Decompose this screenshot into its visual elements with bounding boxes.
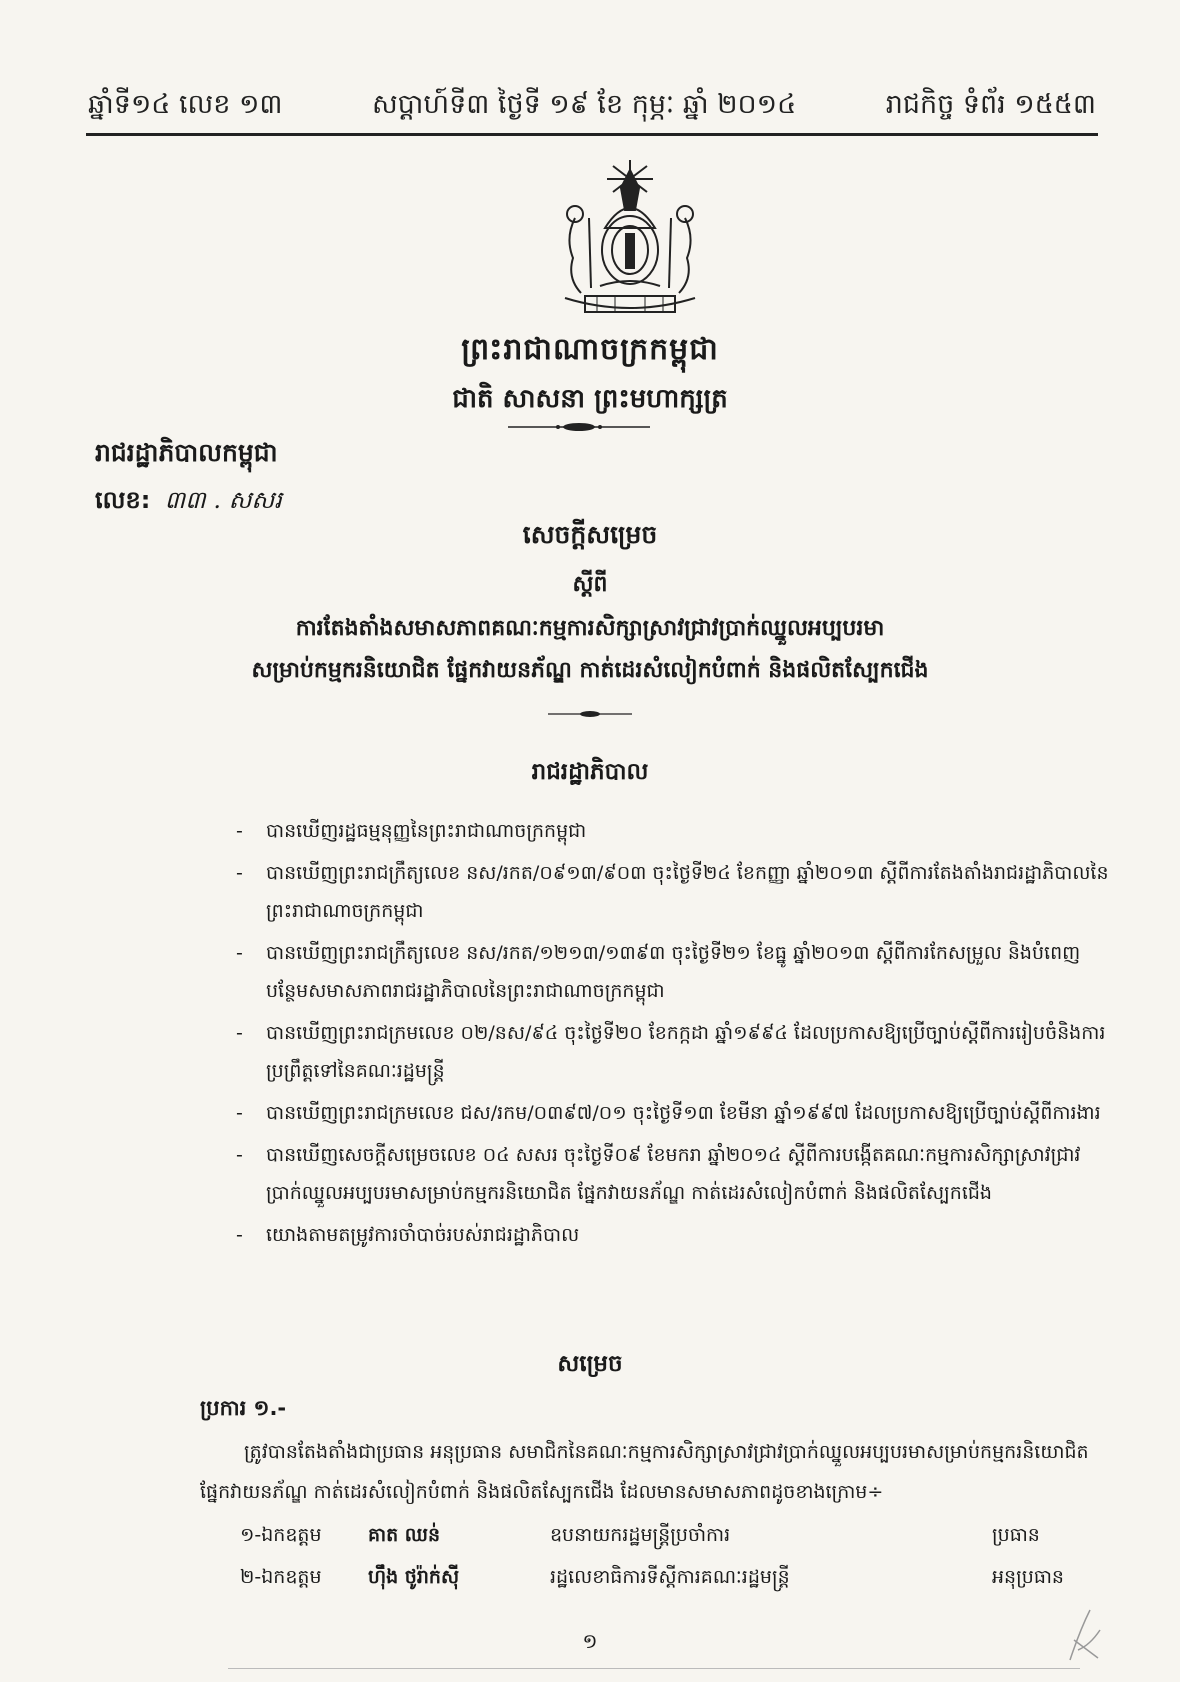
member-position: ឧបនាយករដ្ឋមន្ត្រីប្រចាំការ [550,1524,731,1546]
reference-number [95,485,282,520]
reference-number-label: លេខ: [95,486,151,514]
preamble-clause: - បានឃើញព្រះរាជក្រឹត្យលេខ នស/រកត/១២១៣/១៣៩៣ ចុះថ្ងៃទី២១ ខែធ្នូ ឆ្នាំ២០១៣ ស្តីពីការកែសម្រួល និងបំពេញបន្ថែមសមាសភាពរាជរដ្ឋាភិបាលនៃព្រះរាជាណាចក្រកម្ពុជា [230,934,1110,1010]
reference-number-value: ៣៣ . សសរ [164,486,282,514]
decision-about: ស្តីពី [572,572,608,597]
article-1-body: ត្រូវបានតែងតាំងជាប្រធាន អនុប្រធាន សមាជិកនៃគណៈកម្មការសិក្សាស្រាវជ្រាវប្រាក់ឈ្នួលអប្បបរមាសម្រាប់កម្មករនិយោជិត ផ្នែកវាយនភ័ណ្ឌ កាត់ដេរសំលៀកបំពាក់ និងផលិតស្បែកជើង ដែលមានសមាសភាពដូចខាងក្រោម÷ [200,1441,1089,1503]
royal-emblem-icon [545,158,715,333]
member-role: អនុប្រធាន [992,1566,1064,1588]
kingdom-title: ព្រះរាជាណាចក្រកម្ពុជា [461,332,719,367]
member-role: ប្រធាន [992,1524,1040,1546]
gazette-header [88,82,1096,132]
decision-subject-line-2: សម្រាប់កម្មករនិយោជិត ផ្នែកវាយនភ័ណ្ឌ កាត់ដេរសំលៀកបំពាក់ និងផលិតស្បែកជើង [251,658,929,683]
member-name: ហ៊ឹង ថូរ៉ាក់ស៊ី [368,1566,460,1588]
member-name: គាត ឈន់ [368,1524,441,1546]
member-row [240,1520,1112,1554]
motto-ornament-divider [508,421,650,433]
preamble-clause: - បានឃើញព្រះរាជក្រមលេខ ០២/នស/៩៤ ចុះថ្ងៃទី២០ ខែកក្កដា ឆ្នាំ១៩៩៤ ដែលប្រកាសឱ្យប្រើច្បាប់ស្តីពីការរៀបចំនិងការប្រព្រឹត្តទៅនៃគណៈរដ្ឋមន្ត្រី [230,1014,1110,1090]
gazette-week-date: សប្តាហ៍ទី៣ ថ្ងៃទី ១៩ ខែ កុម្ភៈ ឆ្នាំ ២០១៤ [371,88,797,120]
member-row [240,1562,1112,1596]
preamble-clause: - បានឃើញសេចក្តីសម្រេចលេខ ០៤ សសរ ចុះថ្ងៃទី០៩ ខែមករា ឆ្នាំ២០១៤ ស្តីពីការបង្កើតគណៈកម្មការសិក្សាស្រាវជ្រាវប្រាក់ឈ្នួលអប្បបរមាសម្រាប់កម្មករនិយោជិត ផ្នែកវាយនភ័ណ្ឌ កាត់ដេរសំលៀកបំពាក់ និងផលិតស្បែកជើង [230,1136,1110,1212]
handwritten-initials-icon [1060,1600,1110,1670]
decision-subject-line-1: ការតែងតាំងសមាសភាពគណៈកម្មការសិក្សាស្រាវជ្រាវប្រាក់ឈ្នួលអប្បបរមា [295,616,885,641]
page-number: ១ [582,1629,598,1653]
preamble-clause: - បានឃើញព្រះរាជក្រឹត្យលេខ នស/រកត/០៩១៣/៩០៣ ចុះថ្ងៃទី២៤ ខែកញ្ញា ឆ្នាំ២០១៣ ស្តីពីការតែងតាំងរាជរដ្ឋាភិបាលនៃព្រះរាជាណាចក្រកម្ពុជា [230,854,1110,930]
preamble-clause: - យោងតាមតម្រូវការចាំបាច់របស់រាជរដ្ឋាភិបាល [230,1216,1110,1254]
header-rule [86,133,1098,136]
bottom-rule [228,1668,1080,1669]
article-1-label: ប្រការ ១.- [200,1396,287,1420]
gazette-page-ref: រាជកិច្ច ទំព័រ ១៥៥៣ [885,88,1096,120]
preamble-clauses [230,812,1110,1258]
member-position: រដ្ឋលេខាធិការទីស្តីការគណៈរដ្ឋមន្ត្រី [550,1566,790,1588]
member-index: ១-ឯកឧត្តម [240,1524,322,1546]
national-motto: ជាតិ សាសនា ព្រះមហាក្សត្រ [452,384,728,414]
preamble-clause: - បានឃើញរដ្ឋធម្មនុញ្ញនៃព្រះរាជាណាចក្រកម្ពុជា [230,812,1110,850]
member-index: ២-ឯកឧត្តម [240,1566,322,1588]
decides-heading: សម្រេច [557,1351,623,1377]
government-heading: រាជរដ្ឋាភិបាល [531,759,649,785]
title-ornament-divider [548,709,632,719]
gazette-year-issue: ឆ្នាំទី១៤ លេខ ១៣ [88,88,283,120]
decision-title: សេចក្តីសម្រេច [522,520,658,549]
preamble-clause: - បានឃើញព្រះរាជក្រមលេខ ជស/រកម/០៣៩៧/០១ ចុះថ្ងៃទី១៣ ខែមីនា ឆ្នាំ១៩៩៧ ដែលប្រកាសឱ្យប្រើច្បាប់ស្តីពីការងារ [230,1094,1110,1132]
issuing-authority: រាជរដ្ឋាភិបាលកម្ពុជា [95,438,278,467]
